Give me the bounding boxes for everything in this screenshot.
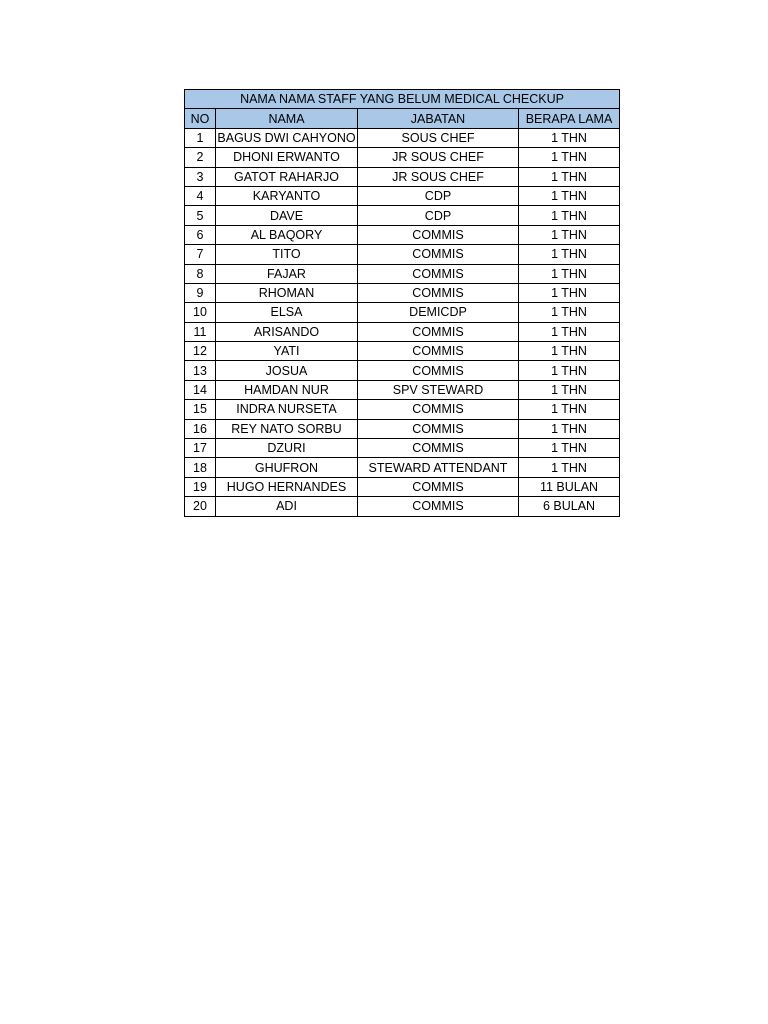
cell-jabatan: JR SOUS CHEF [358,167,519,186]
table-row [185,322,620,341]
cell-no: 12 [185,342,216,361]
cell-berapa-lama: 1 THN [519,148,620,167]
cell-nama: ELSA [216,303,358,322]
table-title: NAMA NAMA STAFF YANG BELUM MEDICAL CHECKUP [185,90,620,109]
cell-no: 2 [185,148,216,167]
table-row [185,342,620,361]
cell-berapa-lama: 1 THN [519,458,620,477]
cell-berapa-lama: 1 THN [519,264,620,283]
table-title-row [185,90,620,109]
table-row [185,439,620,458]
table-row [185,303,620,322]
cell-jabatan: CDP [358,206,519,225]
cell-no: 4 [185,186,216,205]
cell-nama: GHUFRON [216,458,358,477]
cell-jabatan: COMMIS [358,497,519,516]
cell-nama: DHONI ERWANTO [216,148,358,167]
cell-no: 8 [185,264,216,283]
cell-nama: GATOT RAHARJO [216,167,358,186]
cell-nama: REY NATO SORBU [216,419,358,438]
cell-berapa-lama: 1 THN [519,128,620,147]
cell-no: 13 [185,361,216,380]
cell-berapa-lama: 1 THN [519,400,620,419]
column-header-berapa-lama: BERAPA LAMA [519,109,620,128]
cell-jabatan: COMMIS [358,322,519,341]
cell-no: 7 [185,245,216,264]
cell-nama: HUGO HERNANDES [216,477,358,496]
cell-nama: HAMDAN NUR [216,380,358,399]
cell-nama: DAVE [216,206,358,225]
cell-berapa-lama: 1 THN [519,419,620,438]
cell-berapa-lama: 1 THN [519,439,620,458]
cell-nama: RHOMAN [216,283,358,302]
table-row [185,148,620,167]
cell-jabatan: JR SOUS CHEF [358,148,519,167]
cell-berapa-lama: 11 BULAN [519,477,620,496]
cell-nama: ADI [216,497,358,516]
cell-nama: AL BAQORY [216,225,358,244]
table-row [185,400,620,419]
table-row [185,361,620,380]
table-body [185,128,620,516]
staff-table-sheet [184,89,620,517]
cell-no: 18 [185,458,216,477]
cell-jabatan: CDP [358,186,519,205]
table-row [185,167,620,186]
cell-no: 6 [185,225,216,244]
cell-no: 20 [185,497,216,516]
cell-jabatan: COMMIS [358,245,519,264]
cell-no: 10 [185,303,216,322]
cell-no: 11 [185,322,216,341]
cell-jabatan: DEMICDP [358,303,519,322]
cell-berapa-lama: 1 THN [519,361,620,380]
cell-nama: INDRA NURSETA [216,400,358,419]
cell-no: 14 [185,380,216,399]
cell-jabatan: COMMIS [358,342,519,361]
cell-no: 1 [185,128,216,147]
cell-berapa-lama: 1 THN [519,303,620,322]
column-header-no: NO [185,109,216,128]
cell-berapa-lama: 1 THN [519,186,620,205]
table-row [185,458,620,477]
cell-no: 9 [185,283,216,302]
cell-no: 19 [185,477,216,496]
cell-jabatan: COMMIS [358,400,519,419]
table-row [185,186,620,205]
cell-jabatan: COMMIS [358,477,519,496]
table-row [185,283,620,302]
cell-berapa-lama: 1 THN [519,225,620,244]
cell-no: 5 [185,206,216,225]
cell-nama: TITO [216,245,358,264]
staff-table [184,89,620,517]
table-header-row [185,109,620,128]
table-row [185,245,620,264]
column-header-jabatan: JABATAN [358,109,519,128]
cell-nama: ARISANDO [216,322,358,341]
cell-jabatan: COMMIS [358,361,519,380]
table-row [185,264,620,283]
cell-jabatan: STEWARD ATTENDANT [358,458,519,477]
column-header-nama: NAMA [216,109,358,128]
cell-jabatan: COMMIS [358,283,519,302]
cell-berapa-lama: 1 THN [519,245,620,264]
cell-nama: DZURI [216,439,358,458]
cell-jabatan: COMMIS [358,225,519,244]
cell-jabatan: COMMIS [358,419,519,438]
table-row [185,419,620,438]
cell-nama: FAJAR [216,264,358,283]
table-row [185,206,620,225]
cell-no: 16 [185,419,216,438]
cell-jabatan: SOUS CHEF [358,128,519,147]
cell-no: 15 [185,400,216,419]
cell-berapa-lama: 1 THN [519,380,620,399]
cell-jabatan: SPV STEWARD [358,380,519,399]
table-row [185,497,620,516]
cell-jabatan: COMMIS [358,264,519,283]
cell-berapa-lama: 1 THN [519,283,620,302]
table-row [185,477,620,496]
cell-nama: BAGUS DWI CAHYONO [216,128,358,147]
cell-no: 3 [185,167,216,186]
table-row [185,380,620,399]
cell-berapa-lama: 1 THN [519,342,620,361]
cell-nama: KARYANTO [216,186,358,205]
table-row [185,128,620,147]
cell-berapa-lama: 6 BULAN [519,497,620,516]
cell-berapa-lama: 1 THN [519,206,620,225]
cell-nama: JOSUA [216,361,358,380]
cell-nama: YATI [216,342,358,361]
cell-no: 17 [185,439,216,458]
cell-berapa-lama: 1 THN [519,322,620,341]
cell-berapa-lama: 1 THN [519,167,620,186]
table-row [185,225,620,244]
cell-jabatan: COMMIS [358,439,519,458]
